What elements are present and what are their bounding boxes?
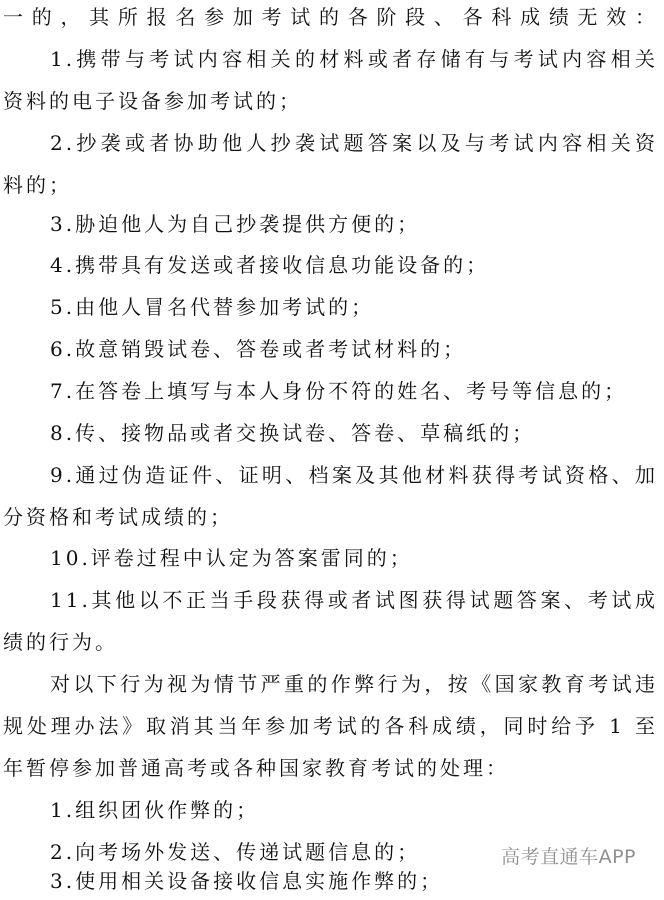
text-line: 分资格和考试成绩的； bbox=[3, 505, 233, 529]
text-line: 7.在答卷上填写与本人身份不符的姓名、考号等信息的； bbox=[50, 379, 628, 403]
text-line: 3.胁迫他人为自己抄袭提供方便的； bbox=[50, 212, 421, 236]
text-line: 1.携带与考试内容相关的材料或者存储有与考试内容相关 bbox=[50, 47, 658, 71]
text-line: 3.使用相关设备接收信息实施作弊的； bbox=[50, 869, 444, 893]
watermark-text: 高考直通车APP bbox=[501, 846, 636, 868]
text-line: 规处理办法》取消其当年参加考试的各科成绩，同时给予 1 至 bbox=[3, 714, 658, 738]
text-line: 11.其他以不正当手段获得或者试图获得试题答案、考试成 bbox=[50, 588, 658, 612]
text-line: 1.组织团伙作弊的； bbox=[50, 798, 260, 822]
text-line: 9.通过伪造证件、证明、档案及其他材料获得考试资格、加 bbox=[50, 463, 658, 487]
text-line: 料的； bbox=[3, 173, 72, 197]
text-line: 5.由他人冒名代替参加考试的； bbox=[50, 295, 375, 319]
text-line: 对以下行为视为情节严重的作弊行为，按《国家教育考试违 bbox=[50, 672, 658, 696]
text-line: 8.传、接物品或者交换试卷、答卷、草稿纸的； bbox=[50, 421, 536, 445]
text-line: 2.抄袭或者协助他人抄袭试题答案以及与考试内容相关资 bbox=[50, 131, 658, 155]
text-line: 10.评卷过程中认定为答案雷同的； bbox=[50, 546, 413, 570]
text-line: 资料的电子设备参加考试的； bbox=[3, 89, 302, 113]
text-line: 2.向考场外发送、传递试题信息的； bbox=[50, 840, 421, 864]
text-line: 4.携带具有发送或者接收信息功能设备的； bbox=[50, 253, 490, 277]
text-line: 绩的行为。 bbox=[3, 630, 118, 654]
text-line: 一的，其所报名参加考试的各阶段、各科成绩无效： bbox=[3, 5, 658, 29]
text-line: 6.故意销毁试卷、答卷或者考试材料的； bbox=[50, 337, 467, 361]
text-line: 年暂停参加普通高考或各种国家教育考试的处理： bbox=[3, 756, 509, 780]
